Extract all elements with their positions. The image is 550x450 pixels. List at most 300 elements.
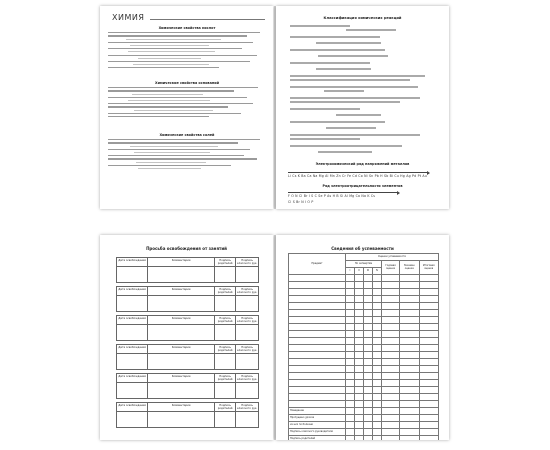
grade-row — [289, 303, 439, 310]
grade-cell[interactable] — [346, 275, 355, 282]
date-cell[interactable] — [117, 267, 148, 283]
grade-row — [289, 310, 439, 317]
grade-cell[interactable] — [364, 359, 373, 366]
grade-cell[interactable] — [373, 359, 382, 366]
parent-sign-cell[interactable] — [214, 296, 235, 312]
grade-cell[interactable] — [355, 275, 364, 282]
grade-cell[interactable] — [419, 296, 439, 303]
col-q2: II — [355, 268, 364, 275]
grade-cell[interactable] — [355, 282, 364, 289]
absence-table-2 — [116, 286, 259, 312]
grade-cell[interactable] — [400, 387, 420, 394]
col-comment: Комментарии — [148, 258, 215, 267]
footer-cell[interactable] — [346, 422, 355, 429]
grade-cell[interactable] — [419, 310, 439, 317]
footer-cell[interactable] — [400, 436, 420, 441]
grade-cell[interactable] — [400, 338, 420, 345]
grade-cell[interactable] — [346, 373, 355, 380]
grade-cell[interactable] — [355, 394, 364, 401]
grade-cell[interactable] — [400, 310, 420, 317]
footer-cell[interactable] — [382, 415, 400, 422]
salts-section-title: Химические свойства солей — [159, 133, 215, 137]
grade-cell[interactable] — [355, 310, 364, 317]
col-year: Годовая оценка — [382, 261, 400, 275]
footer-cell[interactable] — [373, 436, 382, 441]
grade-cell[interactable] — [373, 317, 382, 324]
col-comment: Комментарии — [148, 316, 215, 325]
subject-cell[interactable] — [289, 345, 346, 352]
col-parent: Подпись родителей — [214, 316, 235, 325]
footer-row-label: Подпись классного руководителя — [289, 429, 346, 436]
subject-cell[interactable] — [289, 324, 346, 331]
grade-cell[interactable] — [382, 317, 400, 324]
footer-cell[interactable] — [373, 415, 382, 422]
bases-section-title: Химические свойства оснований — [155, 81, 219, 85]
col-subject: Предмет — [289, 254, 346, 275]
page-reactions-classification — [276, 6, 449, 209]
grade-cell[interactable] — [346, 296, 355, 303]
grade-cell[interactable] — [373, 296, 382, 303]
grade-cell[interactable] — [382, 366, 400, 373]
grade-cell[interactable] — [400, 401, 420, 408]
grade-cell[interactable] — [355, 345, 364, 352]
subject-cell[interactable] — [289, 317, 346, 324]
col-final: Итоговая оценка — [419, 261, 439, 275]
subject-cell[interactable] — [289, 275, 346, 282]
grade-cell[interactable] — [382, 303, 400, 310]
footer-row — [289, 436, 439, 441]
grade-cell[interactable] — [373, 310, 382, 317]
page-title: ХИМИЯ — [112, 13, 145, 22]
grade-cell[interactable] — [382, 338, 400, 345]
grade-cell[interactable] — [364, 331, 373, 338]
grade-cell[interactable] — [400, 345, 420, 352]
grade-cell[interactable] — [419, 289, 439, 296]
comment-cell[interactable] — [148, 383, 215, 399]
col-teacher: Подпись классного рук. — [236, 375, 258, 382]
grade-cell[interactable] — [382, 310, 400, 317]
footer-cell[interactable] — [373, 429, 382, 436]
grade-cell[interactable] — [346, 324, 355, 331]
grades-title: Сведения об успеваемости — [331, 246, 394, 251]
grade-cell[interactable] — [346, 303, 355, 310]
grade-cell[interactable] — [373, 373, 382, 380]
grade-cell[interactable] — [346, 387, 355, 394]
grade-cell[interactable] — [364, 401, 373, 408]
grade-cell[interactable] — [364, 303, 373, 310]
footer-cell[interactable] — [355, 422, 364, 429]
subject-cell[interactable] — [289, 359, 346, 366]
grade-cell[interactable] — [346, 401, 355, 408]
grade-row — [289, 324, 439, 331]
grade-cell[interactable] — [419, 324, 439, 331]
date-cell[interactable] — [117, 383, 148, 399]
footer-cell[interactable] — [364, 408, 373, 415]
grade-cell[interactable] — [419, 366, 439, 373]
grade-cell[interactable] — [373, 289, 382, 296]
grade-cell[interactable] — [400, 359, 420, 366]
subject-cell[interactable] — [289, 352, 346, 359]
footer-cell[interactable] — [364, 429, 373, 436]
subject-cell[interactable] — [289, 296, 346, 303]
grade-cell[interactable] — [400, 373, 420, 380]
subject-cell[interactable] — [289, 366, 346, 373]
grade-cell[interactable] — [382, 289, 400, 296]
grade-row — [289, 282, 439, 289]
grade-cell[interactable] — [364, 394, 373, 401]
grade-cell[interactable] — [346, 282, 355, 289]
footer-cell[interactable] — [355, 408, 364, 415]
footer-cell[interactable] — [373, 408, 382, 415]
grade-cell[interactable] — [355, 303, 364, 310]
grade-row — [289, 380, 439, 387]
col-date: Дата освобождения — [117, 345, 148, 354]
subject-cell[interactable] — [289, 338, 346, 345]
parent-sign-cell[interactable] — [214, 354, 235, 370]
grade-cell[interactable] — [419, 303, 439, 310]
grade-cell[interactable] — [382, 387, 400, 394]
grade-cell[interactable] — [382, 352, 400, 359]
footer-row-label: Поведение — [289, 408, 346, 415]
grade-cell[interactable] — [419, 345, 439, 352]
grade-cell[interactable] — [346, 359, 355, 366]
grade-rows — [289, 275, 439, 408]
parent-sign-cell[interactable] — [214, 383, 235, 399]
col-q1: I — [346, 268, 355, 275]
subject-cell[interactable] — [289, 289, 346, 296]
footer-cell[interactable] — [364, 436, 373, 441]
grade-cell[interactable] — [419, 338, 439, 345]
grade-row — [289, 338, 439, 345]
grade-cell[interactable] — [419, 394, 439, 401]
grade-cell[interactable] — [373, 401, 382, 408]
grade-cell[interactable] — [364, 317, 373, 324]
grade-cell[interactable] — [364, 352, 373, 359]
comment-cell[interactable] — [148, 325, 215, 341]
footer-cell[interactable] — [419, 436, 439, 441]
col-quarters: По четвертям — [346, 261, 382, 268]
parent-sign-cell[interactable] — [214, 325, 235, 341]
grade-cell[interactable] — [373, 338, 382, 345]
col-parent: Подпись родителей — [214, 374, 235, 383]
date-cell[interactable] — [117, 412, 148, 428]
comment-cell[interactable] — [148, 354, 215, 370]
grade-cell[interactable] — [364, 296, 373, 303]
grade-cell[interactable] — [400, 317, 420, 324]
grade-cell[interactable] — [373, 331, 382, 338]
grade-row — [289, 296, 439, 303]
grade-cell[interactable] — [373, 380, 382, 387]
electroneg-series: F O N Cl Br I S C Se P As H B Si Al Mg Ca Na K Cs — [288, 194, 376, 198]
col-comment: Комментарии — [148, 345, 215, 354]
grade-row — [289, 401, 439, 408]
col-grades: Оценки успеваемости — [346, 254, 439, 261]
footer-cell[interactable] — [382, 429, 400, 436]
footer-cell[interactable] — [364, 422, 373, 429]
grade-cell[interactable] — [346, 345, 355, 352]
footer-cell[interactable] — [400, 422, 420, 429]
grade-cell[interactable] — [355, 380, 364, 387]
grade-row — [289, 387, 439, 394]
comment-cell[interactable] — [148, 412, 215, 428]
footer-cell[interactable] — [382, 436, 400, 441]
subject-cell[interactable] — [289, 394, 346, 401]
grade-cell[interactable] — [355, 296, 364, 303]
subject-cell[interactable] — [289, 401, 346, 408]
footer-cell[interactable] — [419, 408, 439, 415]
col-comment: Комментарии — [148, 287, 215, 296]
grade-cell[interactable] — [419, 373, 439, 380]
col-teacher: Подпись классного рук. — [236, 288, 258, 295]
comment-cell[interactable] — [148, 296, 215, 312]
grade-cell[interactable] — [364, 324, 373, 331]
footer-cell[interactable] — [346, 429, 355, 436]
acids-section-title: Химические свойства кислот — [158, 26, 216, 30]
grade-cell[interactable] — [419, 282, 439, 289]
electroneg-arrow — [288, 192, 398, 193]
teacher-sign-cell[interactable] — [236, 383, 259, 399]
subject-cell[interactable] — [289, 331, 346, 338]
grade-cell[interactable] — [364, 275, 373, 282]
date-cell[interactable] — [117, 325, 148, 341]
grade-cell[interactable] — [382, 401, 400, 408]
footer-cell[interactable] — [346, 415, 355, 422]
footer-cell[interactable] — [373, 422, 382, 429]
grade-cell[interactable] — [382, 282, 400, 289]
teacher-sign-cell[interactable] — [236, 296, 259, 312]
grade-cell[interactable] — [400, 289, 420, 296]
grade-cell[interactable] — [355, 373, 364, 380]
grade-cell[interactable] — [355, 324, 364, 331]
teacher-sign-cell[interactable] — [236, 412, 259, 428]
date-cell[interactable] — [117, 354, 148, 370]
col-date: Дата освобождения — [117, 258, 148, 267]
grade-cell[interactable] — [419, 352, 439, 359]
footer-cell[interactable] — [382, 408, 400, 415]
header-rule — [150, 19, 265, 20]
grade-cell[interactable] — [364, 387, 373, 394]
grade-cell[interactable] — [355, 387, 364, 394]
acids-block — [108, 25, 266, 71]
grade-cell[interactable] — [355, 338, 364, 345]
grade-cell[interactable] — [346, 380, 355, 387]
grade-cell[interactable] — [373, 352, 382, 359]
footer-cell[interactable] — [346, 408, 355, 415]
grade-cell[interactable] — [373, 366, 382, 373]
grade-row — [289, 394, 439, 401]
grade-cell[interactable] — [373, 387, 382, 394]
absence-table-5 — [116, 373, 259, 399]
grade-cell[interactable] — [400, 366, 420, 373]
grade-row — [289, 352, 439, 359]
grade-cell[interactable] — [400, 296, 420, 303]
footer-cell[interactable] — [355, 415, 364, 422]
grade-cell[interactable] — [355, 366, 364, 373]
absence-table-3 — [116, 315, 259, 341]
grade-cell[interactable] — [419, 387, 439, 394]
grade-cell[interactable] — [419, 401, 439, 408]
metals-series: Li Cs K Ba Ca Na Mg Al Mn Zn Cr Fe Cd Co Ni Sn Pb H Sb Bi Cu Hg Ag Pd Pt Au — [288, 174, 427, 178]
grade-cell[interactable] — [400, 380, 420, 387]
grade-cell[interactable] — [382, 345, 400, 352]
grade-cell[interactable] — [382, 296, 400, 303]
grade-cell[interactable] — [364, 373, 373, 380]
grade-cell[interactable] — [355, 331, 364, 338]
subject-cell[interactable] — [289, 380, 346, 387]
subject-cell[interactable] — [289, 310, 346, 317]
col-teacher: Подпись классного рук. — [236, 317, 258, 324]
grade-cell[interactable] — [400, 352, 420, 359]
grade-row — [289, 366, 439, 373]
grade-cell[interactable] — [364, 366, 373, 373]
grade-cell[interactable] — [346, 338, 355, 345]
grade-cell[interactable] — [382, 373, 400, 380]
grade-cell[interactable] — [346, 352, 355, 359]
grade-cell[interactable] — [364, 380, 373, 387]
grade-row — [289, 373, 439, 380]
grade-cell[interactable] — [364, 338, 373, 345]
grade-cell[interactable] — [346, 310, 355, 317]
grade-cell[interactable] — [364, 282, 373, 289]
footer-cell[interactable] — [419, 422, 439, 429]
col-parent: Подпись родителей — [214, 258, 235, 267]
metals-series-title: Электрохимический ряд напряжений металлов — [315, 162, 410, 166]
col-teacher: Подпись классного рук. — [236, 259, 258, 266]
teacher-sign-cell[interactable] — [236, 267, 259, 283]
grade-cell[interactable] — [373, 324, 382, 331]
footer-rows — [289, 408, 439, 441]
col-exam: Экзамен оценка — [400, 261, 420, 275]
grade-cell[interactable] — [355, 317, 364, 324]
grade-cell[interactable] — [419, 275, 439, 282]
comment-cell[interactable] — [148, 267, 215, 283]
col-parent: Подпись родителей — [214, 403, 235, 412]
grade-row — [289, 289, 439, 296]
date-cell[interactable] — [117, 296, 148, 312]
col-parent: Подпись родителей — [214, 345, 235, 354]
footer-cell[interactable] — [400, 429, 420, 436]
grade-row — [289, 331, 439, 338]
col-date: Дата освобождения — [117, 287, 148, 296]
grade-row — [289, 359, 439, 366]
parent-sign-cell[interactable] — [214, 412, 235, 428]
grade-cell[interactable] — [419, 359, 439, 366]
grades-table — [288, 253, 439, 440]
grade-cell[interactable] — [364, 345, 373, 352]
col-teacher: Подпись классного рук. — [236, 404, 258, 411]
grade-cell[interactable] — [382, 380, 400, 387]
col-q4: IV — [373, 268, 382, 275]
grade-row — [289, 345, 439, 352]
col-comment: Комментарии — [148, 374, 215, 383]
footer-row — [289, 408, 439, 415]
col-teacher: Подпись классного рук. — [236, 346, 258, 353]
parent-sign-cell[interactable] — [214, 267, 235, 283]
teacher-sign-cell[interactable] — [236, 354, 259, 370]
grade-cell[interactable] — [373, 303, 382, 310]
electroneg-title: Ряд электроотрицательности элементов — [322, 184, 403, 188]
col-comment: Комментарии — [148, 403, 215, 412]
grade-cell[interactable] — [419, 317, 439, 324]
grade-cell[interactable] — [400, 282, 420, 289]
footer-row — [289, 415, 439, 422]
grade-row — [289, 275, 439, 282]
grade-cell[interactable] — [364, 289, 373, 296]
bases-block — [108, 80, 266, 119]
grade-cell[interactable] — [382, 394, 400, 401]
footer-cell[interactable] — [419, 415, 439, 422]
grade-cell[interactable] — [419, 380, 439, 387]
grade-cell[interactable] — [346, 289, 355, 296]
footer-cell[interactable] — [400, 408, 420, 415]
absence-title: Просьба освобождения от занятий — [146, 246, 227, 251]
grade-cell[interactable] — [382, 275, 400, 282]
electroneg-series-2: Cl S Br N I O P — [288, 200, 314, 204]
page-grades — [276, 235, 449, 440]
grade-cell[interactable] — [400, 324, 420, 331]
grade-cell[interactable] — [346, 317, 355, 324]
subject-cell[interactable] — [289, 373, 346, 380]
footer-cell[interactable] — [382, 422, 400, 429]
grade-cell[interactable] — [364, 310, 373, 317]
grade-row — [289, 317, 439, 324]
absence-table-4 — [116, 344, 259, 370]
grade-cell[interactable] — [400, 394, 420, 401]
grade-cell[interactable] — [355, 289, 364, 296]
grade-cell[interactable] — [355, 401, 364, 408]
footer-cell[interactable] — [355, 436, 364, 441]
grade-cell[interactable] — [419, 331, 439, 338]
grade-cell[interactable] — [373, 275, 382, 282]
subject-cell[interactable] — [289, 303, 346, 310]
grade-cell[interactable] — [400, 275, 420, 282]
footer-row-label: из них по болезни — [289, 422, 346, 429]
col-date: Дата освобождения — [117, 403, 148, 412]
grade-cell[interactable] — [382, 331, 400, 338]
grade-cell[interactable] — [346, 366, 355, 373]
grade-cell[interactable] — [400, 331, 420, 338]
footer-cell[interactable] — [355, 429, 364, 436]
footer-row — [289, 429, 439, 436]
grade-cell[interactable] — [382, 324, 400, 331]
subject-cell[interactable] — [289, 387, 346, 394]
footer-cell[interactable] — [400, 415, 420, 422]
grade-cell[interactable] — [346, 394, 355, 401]
absence-table-6 — [116, 402, 259, 428]
grade-cell[interactable] — [373, 282, 382, 289]
classification-title: Классификация химических реакций — [323, 16, 402, 20]
grade-cell[interactable] — [382, 359, 400, 366]
footer-row-label: Пропущено уроков — [289, 415, 346, 422]
grade-cell[interactable] — [373, 394, 382, 401]
col-date: Дата освобождения — [117, 374, 148, 383]
footer-cell[interactable] — [419, 429, 439, 436]
teacher-sign-cell[interactable] — [236, 325, 259, 341]
page-absence-requests — [100, 235, 273, 440]
salts-block — [108, 132, 266, 171]
grade-cell[interactable] — [355, 359, 364, 366]
grade-cell[interactable] — [373, 345, 382, 352]
footer-row-label: Подпись родителей — [289, 436, 346, 441]
grade-cell[interactable] — [355, 352, 364, 359]
footer-cell[interactable] — [346, 436, 355, 441]
footer-cell[interactable] — [364, 415, 373, 422]
footer-row — [289, 422, 439, 429]
grade-cell[interactable] — [400, 303, 420, 310]
grade-cell[interactable] — [346, 331, 355, 338]
col-q3: III — [364, 268, 373, 275]
subject-cell[interactable] — [289, 282, 346, 289]
